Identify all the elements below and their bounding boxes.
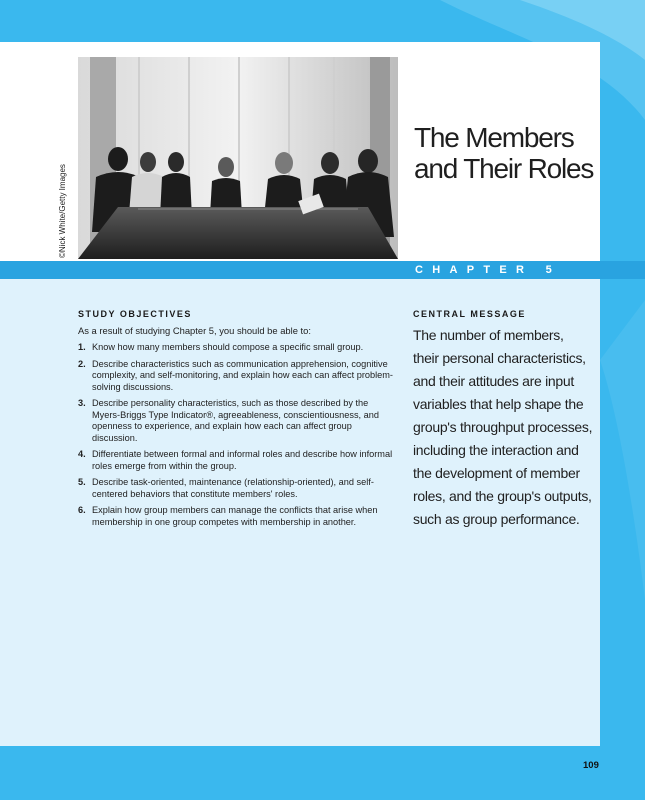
study-objectives-list (78, 342, 398, 533)
chapter-title-line-1: The Members (414, 122, 574, 153)
chapter-title (414, 122, 604, 184)
meeting-photo-image (78, 57, 398, 259)
list-item-text: Describe task-oriented, maintenance (relationship-oriented), and self-centered behaviors that constitute members' roles. (92, 477, 374, 499)
list-item (78, 359, 398, 394)
photo-credit: ©Nick White/Getty Images (58, 164, 67, 258)
study-objectives-heading: STUDY OBJECTIVES (78, 309, 192, 319)
study-objectives-intro: As a result of studying Chapter 5, you should be able to: (78, 325, 311, 336)
chapter-label: CHAPTER 5 (415, 264, 562, 276)
list-item (78, 398, 398, 444)
central-message-line: the development of member (413, 465, 580, 481)
meeting-photo (78, 57, 398, 259)
list-item-number: 2. (78, 358, 86, 369)
list-item-text: Describe personality characteristics, such as those described by the Myers-Briggs Type Indicator®, agreeableness, conscientiousness, and openness to experience, and explain how each can affect group discussion. (92, 398, 379, 443)
central-message-line: group's throughput processes, (413, 419, 593, 435)
list-item-number: 6. (78, 505, 86, 515)
central-message-line: variables that help shape the (413, 396, 584, 412)
central-message-line: such as group performance. (413, 511, 580, 527)
central-message-line: The number of members, (413, 327, 564, 343)
list-item-number: 3. (78, 398, 86, 408)
central-message-line: including the interaction and (413, 442, 579, 458)
central-message-text (413, 324, 603, 531)
list-item-text: Explain how group members can manage the conflicts that arise when membership in one group competes with membership in another. (92, 505, 378, 527)
list-item (78, 342, 398, 354)
list-item-number: 1. (78, 342, 86, 352)
list-item (78, 477, 398, 500)
list-item-text: Differentiate between formal and informal roles and describe how informal roles emerge from within the group. (92, 449, 393, 471)
list-item (78, 449, 398, 472)
list-item-text: Know how many members should compose a specific small group. (92, 342, 364, 352)
chapter-title-line-2: and Their Roles (414, 153, 594, 184)
list-item (78, 505, 398, 528)
page-number: 109 (583, 760, 599, 771)
list-item-number: 4. (78, 449, 86, 459)
list-item-number: 5. (78, 477, 86, 487)
central-message-line: their personal characteristics, (413, 350, 586, 366)
central-message-line: and their attitudes are input (413, 373, 574, 389)
central-message-heading: CENTRAL MESSAGE (413, 309, 526, 319)
central-message-line: roles, and the group's outputs, (413, 488, 592, 504)
list-item-text: Describe characteristics such as communication apprehension, cognitive complexity, and self-monitoring, and explain how each can affect problem-solving discussions. (92, 358, 393, 392)
